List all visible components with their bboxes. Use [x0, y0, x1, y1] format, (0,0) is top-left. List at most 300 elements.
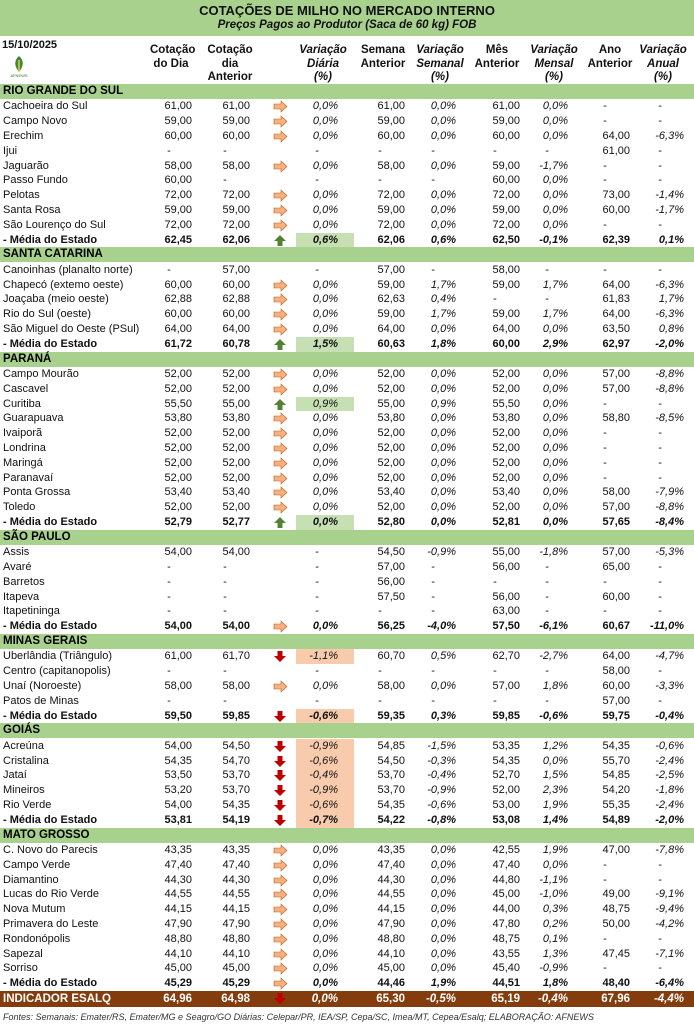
cell-value: 0,8%: [658, 323, 684, 335]
cell-value: 52,00: [492, 427, 520, 440]
cell-value: 0,0%: [430, 159, 456, 172]
cell-value: 0,0%: [312, 471, 338, 484]
cell-value: 52,00: [222, 471, 250, 484]
cell-value: 59,85: [222, 709, 250, 722]
table-row: [0, 397, 694, 412]
cell-value: 44,30: [164, 873, 192, 886]
cell-value: 47,00: [602, 844, 630, 856]
table-row: [0, 649, 694, 664]
cell-value: -: [223, 694, 227, 707]
city-name: Nova Mutum: [3, 903, 66, 916]
cell-value: 44,15: [222, 903, 250, 916]
cell-value: 52,80: [377, 516, 405, 528]
cell-value: -: [545, 665, 549, 678]
cell-value: 0,0%: [430, 501, 456, 514]
cell-value: 0,0%: [542, 427, 568, 440]
cell-value: 0,0%: [312, 382, 338, 395]
cell-value: 1,7%: [542, 278, 568, 291]
cell-value: 1,5%: [542, 769, 568, 782]
cell-value: -8,8%: [655, 382, 684, 395]
cell-value: 1,8%: [542, 977, 568, 990]
city-name: Mineiros: [3, 784, 45, 797]
section-header: [0, 84, 694, 99]
cell-value: 47,90: [164, 918, 192, 930]
cell-value: 0,1%: [542, 932, 568, 945]
cell-value: 59,35: [377, 709, 405, 722]
arrow-right-icon: [272, 279, 288, 292]
cell-value: 54,50: [377, 546, 405, 559]
cell-value: -1,4%: [655, 189, 684, 202]
cell-value: 56,00: [492, 561, 520, 573]
state-average-row: [0, 976, 694, 991]
cell-value: 60,00: [164, 174, 192, 187]
cell-value: 59,00: [377, 278, 405, 291]
state-average-row: [0, 813, 694, 828]
cell-value: 0,0%: [312, 873, 338, 886]
city-name: Uberlândia (Triângulo): [3, 650, 113, 663]
cell-value: -7,8%: [655, 844, 684, 856]
cell-value: 0,0%: [542, 442, 568, 454]
state-average-row: [0, 233, 694, 248]
cell-value: -: [315, 561, 319, 573]
section-header: [0, 352, 694, 367]
cell-value: -: [167, 590, 171, 603]
cell-value: -6,4%: [655, 977, 684, 990]
cell-value: 72,00: [222, 218, 250, 231]
cell-value: 0,0%: [430, 218, 456, 231]
cell-value: -9,1%: [655, 888, 684, 901]
cell-value: 48,80: [222, 932, 250, 945]
cell-value: 64,00: [602, 650, 630, 663]
report-date: 15/10/2025: [2, 39, 58, 51]
cell-value: 54,00: [164, 620, 192, 633]
cell-value: -9,4%: [655, 903, 684, 916]
cell-value: 0,9%: [430, 397, 456, 410]
cell-value: -8,5%: [655, 412, 684, 425]
cell-value: 0,0%: [430, 115, 456, 128]
cell-value: 0,0%: [312, 620, 338, 633]
cell-value: -: [658, 962, 662, 975]
cell-value: -1,1%: [539, 873, 568, 886]
cell-value: 0,0%: [312, 516, 338, 528]
arrow-right-icon: [272, 442, 288, 455]
cell-value: 0,0%: [430, 100, 456, 113]
cell-value: 63,50: [602, 323, 630, 335]
column-header: [472, 44, 522, 71]
cell-value: 0,0%: [430, 888, 456, 901]
cell-value: -: [315, 174, 319, 187]
cell-value: 52,00: [222, 368, 250, 380]
city-name: - Média do Estado: [3, 709, 98, 722]
column-header-line: Anual: [647, 57, 679, 70]
cell-value: -: [431, 694, 435, 707]
cell-value: 54,50: [222, 739, 250, 752]
cell-value: 0,0%: [542, 368, 568, 380]
cell-value: 60,00: [602, 680, 630, 692]
cell-value: -: [378, 605, 382, 618]
cell-value: -: [431, 174, 435, 187]
arrow-right-icon: [272, 368, 288, 381]
cell-value: -1,7%: [655, 204, 684, 216]
cell-value: 56,00: [492, 590, 520, 603]
table-row: [0, 887, 694, 902]
cell-value: -: [603, 575, 607, 588]
table-row: [0, 322, 694, 337]
cell-value: 0,0%: [430, 130, 456, 142]
city-name: Primavera do Leste: [3, 918, 99, 930]
arrow-right-icon: [272, 412, 288, 425]
cell-value: 0,0%: [311, 993, 338, 1005]
cell-value: -: [315, 263, 319, 276]
cell-value: 62,06: [377, 233, 405, 246]
cell-value: -: [603, 858, 607, 871]
city-name: Rio do Sul (oeste): [3, 308, 92, 321]
cell-value: -: [431, 561, 435, 573]
cell-value: 61,00: [164, 650, 192, 663]
cell-value: -: [545, 575, 549, 588]
cell-value: 53,80: [164, 412, 192, 425]
cell-value: -: [545, 263, 549, 276]
cell-value: 52,70: [492, 769, 520, 782]
city-name: Joaçaba (meio oeste): [3, 293, 109, 306]
cell-value: 65,30: [376, 993, 405, 1005]
cell-value: 54,85: [602, 769, 630, 782]
table-row: [0, 783, 694, 798]
cell-value: 53,40: [492, 486, 520, 499]
cell-value: 44,10: [377, 947, 405, 960]
cell-value: -: [223, 665, 227, 678]
city-name: - Média do Estado: [3, 813, 98, 826]
city-name: Paranavaí: [3, 471, 54, 484]
column-header: [358, 44, 408, 71]
cell-value: -: [431, 263, 435, 276]
cell-value: -2,7%: [539, 650, 568, 663]
cell-value: 58,00: [377, 680, 405, 692]
city-name: - Média do Estado: [3, 620, 98, 633]
cell-value: 0,0%: [312, 368, 338, 380]
cell-value: 58,80: [602, 412, 630, 425]
cell-value: -1,0%: [539, 888, 568, 901]
cell-value: -: [493, 293, 497, 306]
cell-value: 1,9%: [542, 799, 568, 811]
cell-value: 57,00: [377, 561, 405, 573]
column-header-line: Variação: [299, 44, 347, 56]
city-name: C. Novo do Parecis: [3, 844, 98, 856]
cell-value: 52,00: [492, 784, 520, 797]
arrow-up-icon: [272, 338, 288, 351]
cell-value: -3,3%: [655, 680, 684, 692]
cell-value: -: [223, 575, 227, 588]
cell-value: 62,50: [492, 233, 520, 246]
cell-value: 0,0%: [542, 218, 568, 231]
cell-value: -4,4%: [653, 993, 684, 1005]
cell-value: 63,00: [492, 605, 520, 618]
cell-value: 60,67: [602, 620, 630, 633]
title-bar: [0, 0, 694, 36]
cell-value: 0,0%: [430, 427, 456, 440]
cell-value: 60,78: [222, 337, 250, 350]
cell-value: 47,40: [164, 858, 192, 871]
cell-value: 44,15: [164, 903, 192, 916]
column-header-line: Mês: [485, 44, 509, 56]
cell-value: 44,30: [222, 873, 250, 886]
city-name: Lucas do Rio Verde: [3, 888, 100, 901]
cell-value: -6,1%: [539, 620, 568, 633]
cell-value: 59,85: [492, 709, 520, 722]
cell-value: 43,35: [164, 844, 192, 856]
cell-value: 64,00: [602, 130, 630, 142]
cell-value: 47,40: [492, 858, 520, 871]
cell-value: 54,35: [164, 754, 192, 767]
table-row: [0, 426, 694, 441]
cell-value: 0,6%: [312, 233, 338, 246]
city-name: Campo Novo: [3, 115, 68, 128]
arrow-down-icon: [272, 769, 288, 782]
cell-value: 0,0%: [542, 858, 568, 871]
cell-value: -: [223, 561, 227, 573]
cell-value: -0,7%: [309, 813, 338, 826]
cell-value: 0,0%: [430, 858, 456, 871]
cell-value: -4,2%: [655, 918, 684, 930]
cell-value: -7,1%: [655, 947, 684, 960]
cell-value: 53,80: [222, 412, 250, 425]
cell-value: 61,00: [164, 100, 192, 113]
cell-value: 60,70: [377, 650, 405, 663]
cell-value: 72,00: [377, 189, 405, 202]
cell-value: -0,4%: [427, 769, 456, 782]
state-average-row: [0, 515, 694, 530]
cell-value: 72,00: [164, 218, 192, 231]
cell-value: 53,20: [164, 784, 192, 797]
cell-value: -1,8%: [539, 546, 568, 559]
cell-value: -: [658, 442, 662, 454]
cell-value: -: [658, 456, 662, 469]
cell-value: 60,00: [492, 130, 520, 142]
cell-value: 1,7%: [430, 278, 456, 291]
cell-value: 52,00: [164, 471, 192, 484]
table-row: [0, 173, 694, 188]
cell-value: 0,0%: [312, 680, 338, 692]
cell-value: 54,00: [164, 546, 192, 559]
column-header-line: Cotação: [150, 44, 196, 56]
cell-value: 73,00: [602, 189, 630, 202]
cell-value: -11,0%: [649, 620, 684, 633]
cell-value: -2,5%: [655, 769, 684, 782]
arrow-right-icon: [272, 620, 288, 633]
arrow-up-icon: [272, 234, 288, 247]
cell-value: 0,0%: [430, 323, 456, 335]
cell-value: 62,97: [602, 337, 630, 350]
cell-value: -0,1%: [539, 233, 568, 246]
cell-value: 0,0%: [430, 873, 456, 886]
table-row: [0, 961, 694, 976]
cell-value: 52,00: [492, 456, 520, 469]
cell-value: 57,00: [222, 263, 250, 276]
arrow-right-icon: [272, 680, 288, 693]
cell-value: 0,0%: [430, 516, 456, 528]
table-row: [0, 292, 694, 307]
cell-value: 0,6%: [430, 233, 456, 246]
cell-value: 54,20: [602, 784, 630, 797]
cell-value: 47,40: [377, 858, 405, 871]
table-row: [0, 203, 694, 218]
cell-value: -0,9%: [309, 739, 338, 752]
cell-value: 0,0%: [430, 412, 456, 425]
cell-value: -: [658, 575, 662, 588]
cell-value: 44,51: [492, 977, 520, 990]
cell-value: -0,9%: [427, 546, 456, 559]
cell-value: 62,88: [164, 293, 192, 306]
cell-value: 42,55: [492, 844, 520, 856]
column-header-line: (%): [314, 71, 332, 83]
city-name: - Média do Estado: [3, 977, 98, 990]
cell-value: -7,9%: [655, 486, 684, 499]
cell-value: 57,00: [602, 694, 630, 707]
arrow-right-icon: [272, 903, 288, 916]
cell-value: 0,0%: [542, 412, 568, 425]
cell-value: 0,0%: [312, 189, 338, 202]
section-title: MINAS GERAIS: [3, 635, 88, 647]
cell-value: 0,9%: [312, 397, 338, 410]
cell-value: 53,80: [377, 412, 405, 425]
cell-value: 52,77: [222, 516, 250, 528]
city-name: Santa Rosa: [3, 204, 61, 216]
cell-value: 59,00: [492, 278, 520, 291]
column-header-line: Mensal: [534, 57, 574, 70]
table-row: [0, 739, 694, 754]
city-name: Chapecó (extemo oeste): [3, 278, 124, 291]
arrow-down-icon: [272, 710, 288, 723]
cell-value: 0,3%: [542, 903, 568, 916]
cell-value: -2,4%: [655, 799, 684, 811]
cell-value: 0,0%: [542, 174, 568, 187]
cell-value: -0,6%: [309, 709, 338, 722]
table-row: [0, 485, 694, 500]
cell-value: -: [431, 144, 435, 157]
cell-value: 64,98: [221, 993, 250, 1005]
cell-value: 1,9%: [542, 844, 568, 856]
cell-value: 0,5%: [430, 650, 456, 663]
city-name: - Média do Estado: [3, 337, 98, 350]
cell-value: -: [431, 605, 435, 618]
cell-value: -1,1%: [309, 650, 338, 663]
cell-value: -1,7%: [539, 159, 568, 172]
cell-value: 47,40: [222, 858, 250, 871]
cell-value: 0,0%: [430, 368, 456, 380]
table-row: [0, 768, 694, 783]
cell-value: 62,45: [164, 233, 192, 246]
table-row: [0, 873, 694, 888]
cell-value: -: [493, 665, 497, 678]
arrow-right-icon: [272, 189, 288, 202]
arrow-right-icon: [272, 918, 288, 931]
column-header-line: (%): [545, 71, 563, 83]
cell-value: 0,0%: [430, 947, 456, 960]
table-row: [0, 843, 694, 858]
cell-value: -0,5%: [425, 993, 456, 1005]
cell-value: 52,79: [164, 516, 192, 528]
table-row: [0, 441, 694, 456]
table-row: [0, 99, 694, 114]
cell-value: 56,00: [377, 575, 405, 588]
cell-value: 2,9%: [542, 337, 568, 350]
city-name: Patos de Minas: [3, 694, 79, 707]
cell-value: 52,00: [164, 442, 192, 454]
cell-value: -4,0%: [427, 620, 456, 633]
cell-value: 54,35: [377, 799, 405, 811]
arrow-down-icon: [272, 814, 288, 827]
cell-value: -: [378, 665, 382, 678]
cell-value: 57,65: [602, 516, 630, 528]
cell-value: 44,46: [377, 977, 405, 990]
cell-value: 52,00: [377, 382, 405, 395]
cell-value: 53,70: [377, 769, 405, 782]
cell-value: 0,0%: [312, 115, 338, 128]
cell-value: 59,00: [222, 204, 250, 216]
cell-value: 43,35: [377, 844, 405, 856]
cell-value: 0,0%: [542, 100, 568, 113]
cell-value: 52,00: [377, 368, 405, 380]
cell-value: -: [658, 561, 662, 573]
cell-value: 0,0%: [542, 486, 568, 499]
cell-value: 0,0%: [312, 204, 338, 216]
cell-value: 59,00: [492, 115, 520, 128]
cell-value: 60,00: [164, 308, 192, 321]
arrow-right-icon: [272, 308, 288, 321]
cell-value: -: [378, 694, 382, 707]
cell-value: 57,00: [492, 680, 520, 692]
cell-value: 0,0%: [312, 903, 338, 916]
section-title: RIO GRANDE DO SUL: [3, 85, 124, 97]
city-name: São Lourenço do Sul: [3, 218, 106, 231]
cell-value: 59,00: [222, 115, 250, 128]
table-row: [0, 575, 694, 590]
table-row: [0, 263, 694, 278]
cell-value: 57,50: [492, 620, 520, 633]
arrow-right-icon: [272, 204, 288, 217]
cell-value: 61,72: [164, 337, 192, 350]
cell-value: 53,70: [222, 769, 250, 782]
city-name: Campo Verde: [3, 858, 71, 871]
cell-value: -: [167, 263, 171, 276]
cell-value: 0,0%: [430, 382, 456, 395]
cell-value: 61,83: [602, 293, 630, 306]
cell-value: 64,00: [602, 308, 630, 321]
table-row: [0, 798, 694, 813]
cell-value: 0,4%: [430, 293, 456, 306]
cell-value: 0,0%: [542, 323, 568, 335]
cell-value: 59,00: [492, 159, 520, 172]
cell-value: 1,8%: [542, 680, 568, 692]
arrow-down-icon: [272, 650, 288, 663]
city-name: Itapetininga: [3, 605, 60, 618]
arrow-right-icon: [272, 888, 288, 901]
table-row: [0, 932, 694, 947]
table-row: [0, 307, 694, 322]
cell-value: 55,70: [602, 754, 630, 767]
cell-value: 60,00: [164, 130, 192, 142]
table-row: [0, 129, 694, 144]
cell-value: 54,22: [377, 813, 405, 826]
cell-value: -: [431, 665, 435, 678]
cell-value: 64,00: [602, 278, 630, 291]
cell-value: 0,0%: [312, 486, 338, 499]
cell-value: 52,00: [492, 382, 520, 395]
cell-value: -: [315, 546, 319, 559]
cell-value: -: [603, 100, 607, 113]
arrow-right-icon: [272, 100, 288, 113]
city-name: Maringá: [3, 456, 43, 469]
